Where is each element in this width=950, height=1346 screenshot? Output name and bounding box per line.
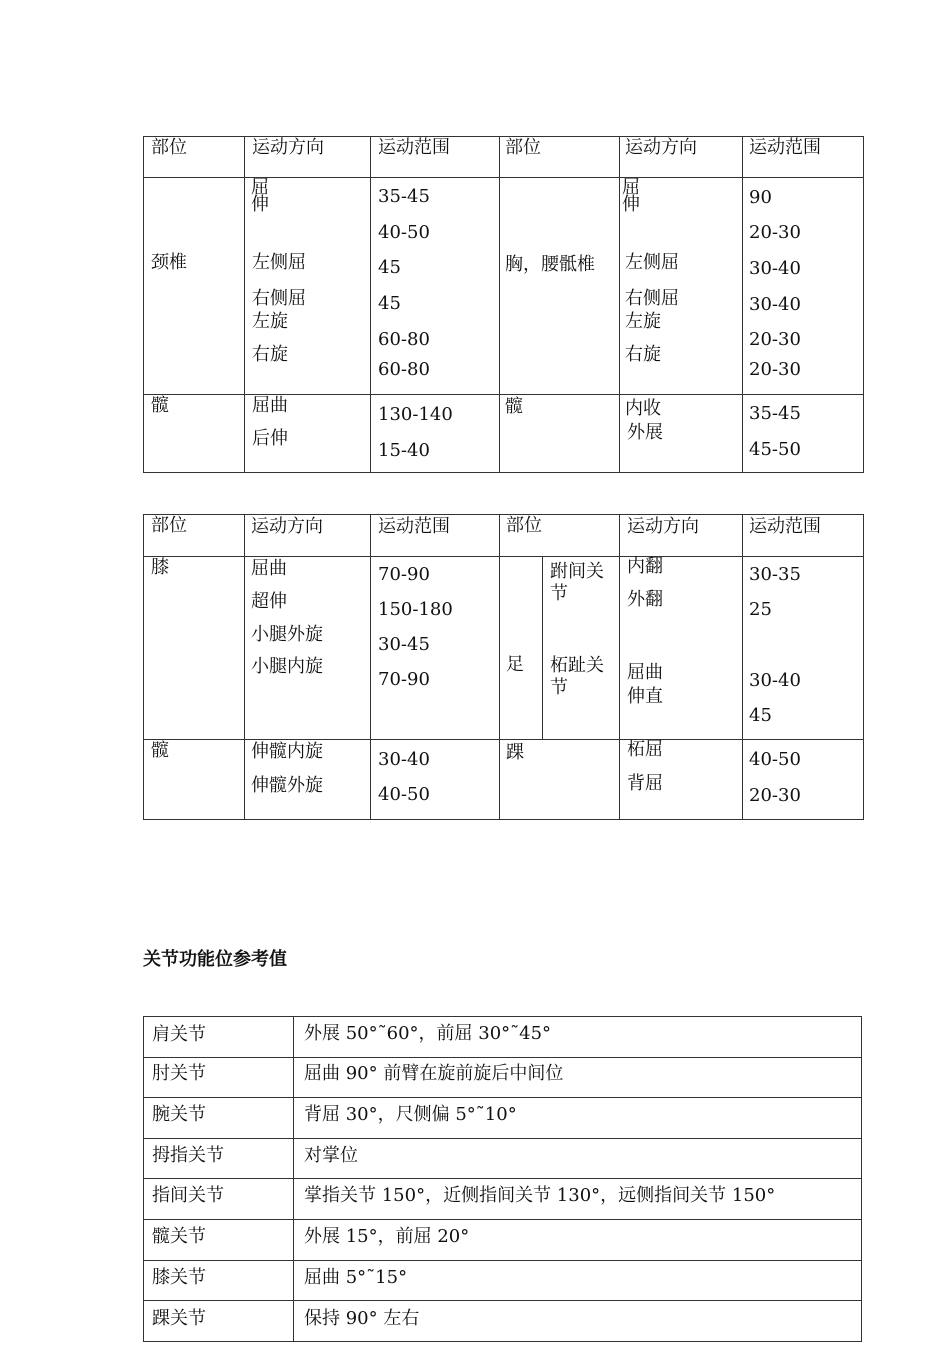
direction-cell: 屈 — [622, 177, 640, 198]
table1-line — [619, 136, 620, 473]
part-cervical: 颈椎 — [151, 252, 187, 273]
joint-value: 保持 90° 左右 — [304, 1308, 420, 1329]
table2-header-range-2: 运动范围 — [749, 516, 821, 537]
range-cell: 90 — [749, 187, 772, 208]
range-cell: 30-40 — [749, 258, 801, 279]
direction-cell: 左侧屈 — [252, 252, 306, 273]
joint-value: 屈曲 5°˜15° — [304, 1267, 408, 1288]
table3-line — [143, 1057, 862, 1058]
table3-line — [143, 1300, 862, 1301]
joint-name: 膝关节 — [152, 1267, 206, 1288]
direction-cell: 伸 — [251, 194, 269, 215]
table1-line — [742, 136, 743, 473]
direction-cell: 内收 — [625, 398, 661, 419]
joint-name: 肘关节 — [152, 1063, 206, 1084]
table1-line — [370, 136, 371, 473]
table2-line — [499, 514, 500, 820]
table1-line — [143, 136, 144, 473]
table2-line — [619, 514, 620, 820]
part-knee: 膝 — [151, 557, 169, 578]
direction-cell: 柘屈 — [627, 739, 663, 760]
range-cell: 30-45 — [378, 634, 430, 655]
direction-cell: 外翻 — [627, 589, 663, 610]
direction-cell: 右侧屈 — [625, 288, 679, 309]
table2-line — [542, 556, 543, 740]
direction-cell: 屈曲 — [251, 558, 287, 579]
direction-cell: 外展 — [627, 422, 663, 443]
table3-line — [143, 1260, 862, 1261]
direction-cell: 背屈 — [627, 773, 663, 794]
joint-name: 腕关节 — [152, 1104, 206, 1125]
direction-cell: 伸直 — [627, 686, 663, 707]
joint-value: 屈曲 90° 前臂在旋前旋后中间位 — [304, 1063, 564, 1084]
direction-cell: 左旋 — [252, 311, 288, 332]
range-cell: 45 — [749, 705, 772, 726]
table2-line — [244, 514, 245, 820]
table2-line — [370, 514, 371, 820]
table1-header-direction: 运动方向 — [252, 137, 324, 158]
table2-line — [143, 556, 864, 557]
direction-cell: 屈曲 — [627, 662, 663, 683]
direction-cell: 左侧屈 — [625, 252, 679, 273]
joint-name: 拇指关节 — [152, 1145, 224, 1166]
table1-header-part-2: 部位 — [505, 137, 541, 158]
range-cell: 20-30 — [749, 359, 801, 380]
direction-cell: 左旋 — [625, 311, 661, 332]
range-cell: 70-90 — [378, 564, 430, 585]
direction-cell: 右旋 — [252, 344, 288, 365]
joint-name: 髋关节 — [152, 1226, 206, 1247]
table3-line — [293, 1016, 294, 1342]
range-cell: 30-40 — [749, 670, 801, 691]
part-hip-2: 髋 — [505, 396, 523, 417]
table2-line — [742, 514, 743, 820]
direction-cell: 伸 — [622, 194, 640, 215]
direction-cell: 右旋 — [625, 344, 661, 365]
part-hip: 髋 — [151, 740, 169, 761]
table2-line — [143, 514, 864, 515]
table1-line — [244, 136, 245, 473]
joint-value: 背屈 30°，尺侧偏 5°˜10° — [304, 1104, 517, 1125]
part-thoracic-lumbar: 胸，腰骶椎 — [505, 254, 595, 275]
range-cell: 20-30 — [749, 785, 801, 806]
direction-cell: 屈 — [251, 177, 269, 198]
range-cell: 40-50 — [749, 749, 801, 770]
part-ankle: 踝 — [506, 742, 524, 763]
section-title: 关节功能位参考值 — [143, 949, 287, 970]
table2-header-part-2: 部位 — [506, 515, 542, 536]
joint-value: 对掌位 — [304, 1145, 358, 1166]
range-cell: 45 — [378, 257, 401, 278]
table2-line — [143, 739, 864, 740]
range-cell: 60-80 — [378, 359, 430, 380]
table3-line — [143, 1016, 144, 1342]
range-cell: 20-30 — [749, 222, 801, 243]
range-cell: 30-35 — [749, 564, 801, 585]
direction-cell: 右侧屈 — [252, 288, 306, 309]
table2-header-part: 部位 — [151, 515, 187, 536]
range-cell: 20-30 — [749, 329, 801, 350]
range-cell: 35-45 — [378, 186, 430, 207]
range-cell: 70-90 — [378, 669, 430, 690]
table3-line — [143, 1097, 862, 1098]
table3-line — [143, 1219, 862, 1220]
range-cell: 150-180 — [378, 599, 453, 620]
range-cell: 30-40 — [749, 294, 801, 315]
table1-line — [499, 136, 500, 473]
joint-value: 外展 15°，前屈 20° — [304, 1226, 470, 1247]
joint-value: 外展 50°˜60°，前屈 30°˜45° — [304, 1023, 552, 1044]
table1-line — [143, 472, 864, 473]
sub-part-intertarsal: 跗间关节 — [550, 561, 604, 604]
table2-line — [863, 514, 864, 820]
direction-cell: 后伸 — [252, 428, 288, 449]
range-cell: 15-40 — [378, 440, 430, 461]
table3-line — [143, 1178, 862, 1179]
part-hip: 髋 — [151, 395, 169, 416]
table2-header-direction: 运动方向 — [251, 516, 323, 537]
table2-line — [143, 819, 864, 820]
direction-cell: 超伸 — [251, 591, 287, 612]
table2-header-range: 运动范围 — [378, 516, 450, 537]
table3-line — [143, 1341, 862, 1342]
range-cell: 60-80 — [378, 329, 430, 350]
range-cell: 30-40 — [378, 749, 430, 770]
table2-header-direction-2: 运动方向 — [627, 516, 699, 537]
joint-name: 肩关节 — [152, 1024, 206, 1045]
range-cell: 40-50 — [378, 784, 430, 805]
table3-line — [143, 1016, 862, 1017]
direction-cell: 伸髋外旋 — [251, 775, 323, 796]
table3-line — [861, 1016, 862, 1342]
part-foot: 足 — [506, 654, 524, 675]
range-cell: 40-50 — [378, 222, 430, 243]
table1-header-part: 部位 — [151, 137, 187, 158]
direction-cell: 屈曲 — [252, 395, 288, 416]
range-cell: 25 — [749, 599, 772, 620]
direction-cell: 伸髋内旋 — [251, 741, 323, 762]
range-cell: 35-45 — [749, 403, 801, 424]
joint-name: 踝关节 — [152, 1308, 206, 1329]
range-cell: 45-50 — [749, 439, 801, 460]
table2-line — [143, 514, 144, 820]
table1-header-direction-2: 运动方向 — [625, 137, 697, 158]
joint-name: 指间关节 — [152, 1185, 224, 1206]
table1-header-range: 运动范围 — [378, 137, 450, 158]
range-cell: 130-140 — [378, 404, 453, 425]
direction-cell: 内翻 — [627, 556, 663, 577]
table1-line — [863, 136, 864, 473]
table1-header-range-2: 运动范围 — [749, 137, 821, 158]
direction-cell: 小腿内旋 — [251, 656, 323, 677]
direction-cell: 小腿外旋 — [251, 624, 323, 645]
table3-line — [143, 1138, 862, 1139]
joint-value: 掌指关节 150°，近侧指间关节 130°，远侧指间关节 150° — [304, 1185, 776, 1206]
range-cell: 45 — [378, 293, 401, 314]
sub-part-metatarsophalangeal: 柘趾关节 — [550, 655, 604, 698]
